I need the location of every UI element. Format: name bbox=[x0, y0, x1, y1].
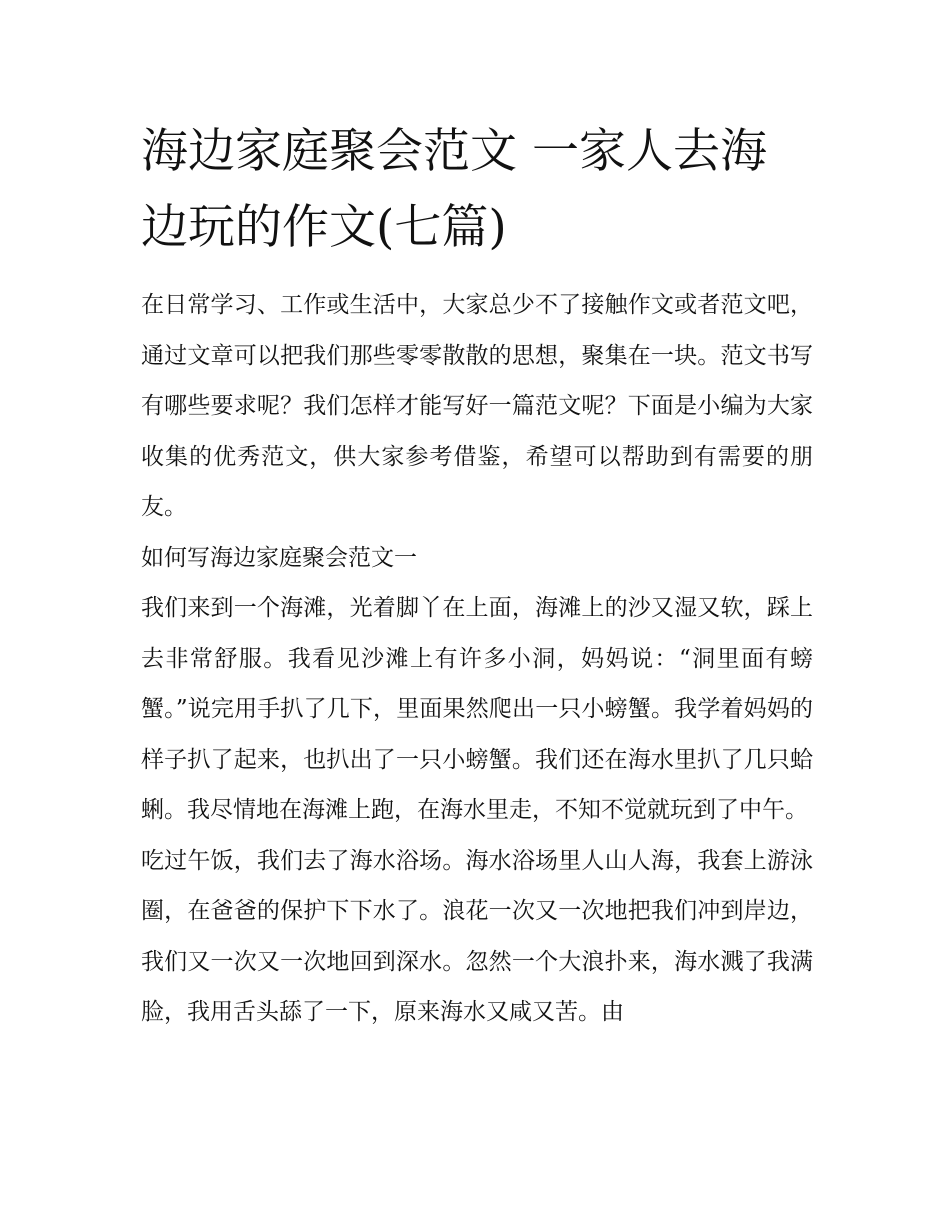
document-title: 海边家庭聚会范文 一家人去海边玩的作文(七篇) bbox=[141, 124, 767, 255]
document-page bbox=[141, 114, 813, 1038]
section-paragraph-1: 我们来到一个海滩，光着脚丫在上面，海滩上的沙又湿又软，踩上去非常舒服。我看见沙滩上有许多小洞，妈妈说：“洞里面有螃蟹。”说完用手扒了几下，里面果然爬出一只小螃蟹。我学着妈妈的样子扒了起来，也扒出了一只小螃蟹。我们还在海水里扒了几只蛤蜊。我尽情地在海滩上跑，在海水里走，不知不觉就玩到了中午。 bbox=[141, 595, 813, 823]
document-body bbox=[141, 280, 813, 1038]
section-paragraph-2: 吃过午饭，我们去了海水浴场。海水浴场里人山人海，我套上游泳圈，在爸爸的保护下下水了。浪花一次又一次地把我们冲到岸边，我们又一次又一次地回到深水。忽然一个大浪扑来，海水溅了我满脸，我用舌头舔了一下，原来海水又咸又苦。由 bbox=[141, 847, 813, 1025]
intro-paragraph: 在日常学习、工作或生活中，大家总少不了接触作文或者范文吧，通过文章可以把我们那些零零散散的思想，聚集在一块。范文书写有哪些要求呢？我们怎样才能写好一篇范文呢？下面是小编为大家收集的优秀范文，供大家参考借鉴，希望可以帮助到有需要的朋友。 bbox=[141, 292, 813, 520]
section-heading: 如何写海边家庭聚会范文一 bbox=[141, 544, 417, 571]
